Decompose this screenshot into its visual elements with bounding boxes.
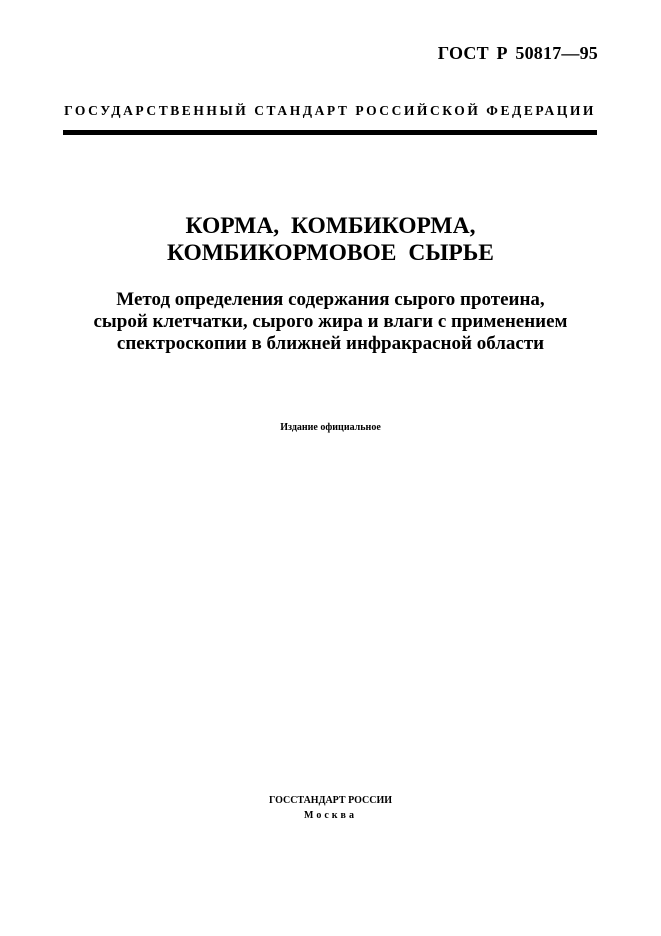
agency-header: ГОСУДАРСТВЕННЫЙ СТАНДАРТ РОССИЙСКОЙ ФЕДЕРАЦИИ [64,103,596,118]
document-title [0,213,661,267]
title-line: КОМБИКОРМОВОЕ СЫРЬЕ [167,240,494,266]
publisher-name: ГОССТАНДАРТ РОССИИ [268,795,393,806]
header-rule-divider [63,130,597,135]
standard-number: ГОСТ Р 50817—95 [437,43,598,63]
edition-note: Издание официальное [280,422,381,433]
subtitle-line: сырой клетчатки, сырого жира и влаги с применением [93,311,568,332]
publication-city: Москва [304,810,357,821]
title-line: КОРМА, КОМБИКОРМА, [185,213,476,239]
document-subtitle [0,289,661,355]
subtitle-line: спектроскопии в ближней инфракрасной области [116,333,545,354]
subtitle-line: Метод определения содержания сырого протеина, [116,289,545,310]
